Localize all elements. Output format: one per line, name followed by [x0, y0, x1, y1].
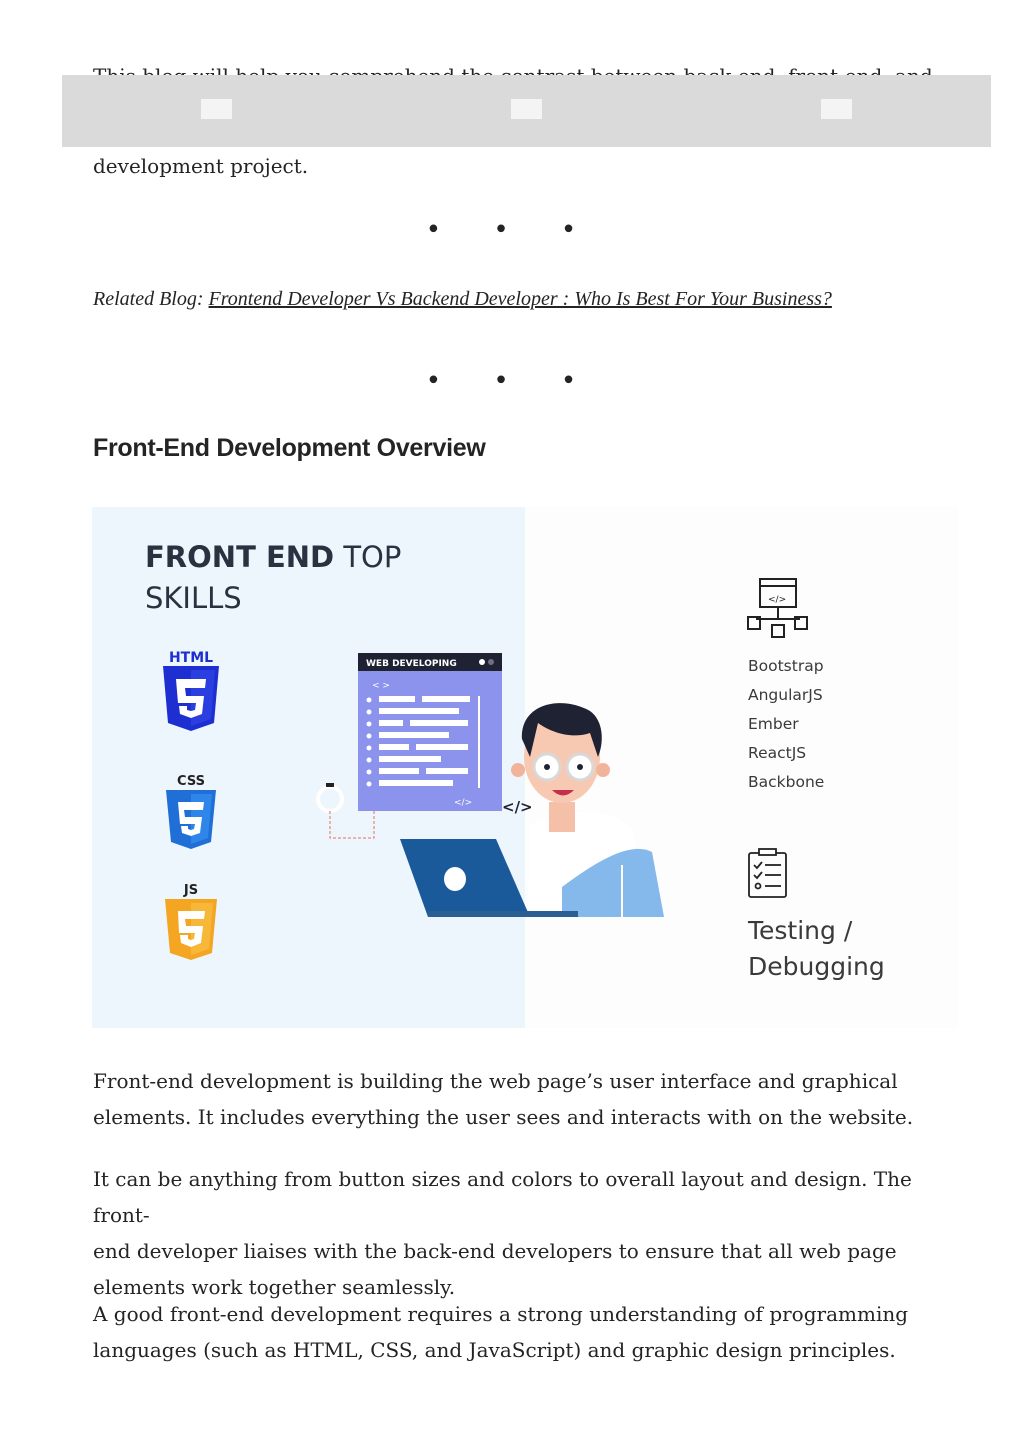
- heading-light-2: SKILLS: [145, 581, 242, 615]
- framework-item: AngularJS: [748, 686, 823, 704]
- framework-list: [748, 652, 824, 797]
- html5-label: HTML: [168, 650, 214, 666]
- overlay-toolbar: [62, 75, 991, 147]
- code-window: [358, 653, 502, 811]
- paragraph-line: A good front-end development requires a strong understanding of programming: [93, 1302, 909, 1326]
- framework-item: Ember: [748, 715, 799, 733]
- svg-text:</>: </>: [768, 595, 787, 605]
- section-separator: • • •: [425, 215, 599, 245]
- toolbar-placeholder-left[interactable]: [201, 99, 232, 119]
- toolbar-placeholder-center[interactable]: [511, 99, 542, 119]
- paragraph-line: elements work together seamlessly.: [93, 1275, 456, 1299]
- testing-debugging-label: [748, 913, 885, 985]
- related-blog: [93, 283, 973, 315]
- paragraph-line: languages (such as HTML, CSS, and JavaScript) and graphic design principles.: [93, 1338, 896, 1362]
- framework-item: ReactJS: [748, 744, 807, 762]
- framework-item: Backbone: [748, 773, 825, 791]
- code-open-tag: < >: [372, 681, 390, 691]
- related-blog-link[interactable]: Frontend Developer Vs Backend Developer : Who Is Best For Your Business?: [208, 288, 832, 310]
- framework-icon: [748, 579, 807, 637]
- testing-line-2: Debugging: [748, 952, 885, 981]
- clipboard-icon: [749, 849, 786, 897]
- paragraph-1: [93, 1063, 963, 1135]
- section-separator-2: • • •: [425, 366, 599, 396]
- css3-icon: [166, 774, 216, 849]
- paragraph-line: end developer liaises with the back-end developers to ensure that all web page: [93, 1239, 897, 1263]
- code-side-tag: </>: [502, 798, 533, 816]
- heading-light-1: TOP: [343, 540, 402, 574]
- paragraph-line: It can be anything from button sizes and colors to overall layout and design. The front-: [93, 1167, 912, 1227]
- heading-bold: FRONT END: [145, 540, 335, 574]
- testing-line-1: Testing /: [748, 916, 853, 945]
- intro-line-2: development project.: [93, 154, 309, 178]
- paragraph-line: Front-end development is building the web page’s user interface and graphical: [93, 1069, 898, 1093]
- js-label: JS: [183, 883, 199, 898]
- framework-item: Bootstrap: [748, 657, 824, 675]
- paragraph-line: elements. It includes everything the user sees and interacts with on the website.: [93, 1105, 914, 1129]
- paragraph-3: [93, 1296, 963, 1368]
- section-title: Front-End Development Overview: [93, 434, 486, 462]
- related-blog-prefix: Related Blog:: [93, 288, 209, 310]
- javascript-icon: [165, 883, 217, 960]
- window-title: WEB DEVELOPING: [366, 659, 457, 669]
- front-end-skills-figure: [92, 507, 958, 1028]
- html5-icon: [163, 650, 219, 731]
- paragraph-2: [93, 1161, 963, 1305]
- css3-label: CSS: [177, 774, 205, 789]
- toolbar-placeholder-right[interactable]: [821, 99, 852, 119]
- code-close-tag: </>: [454, 798, 473, 808]
